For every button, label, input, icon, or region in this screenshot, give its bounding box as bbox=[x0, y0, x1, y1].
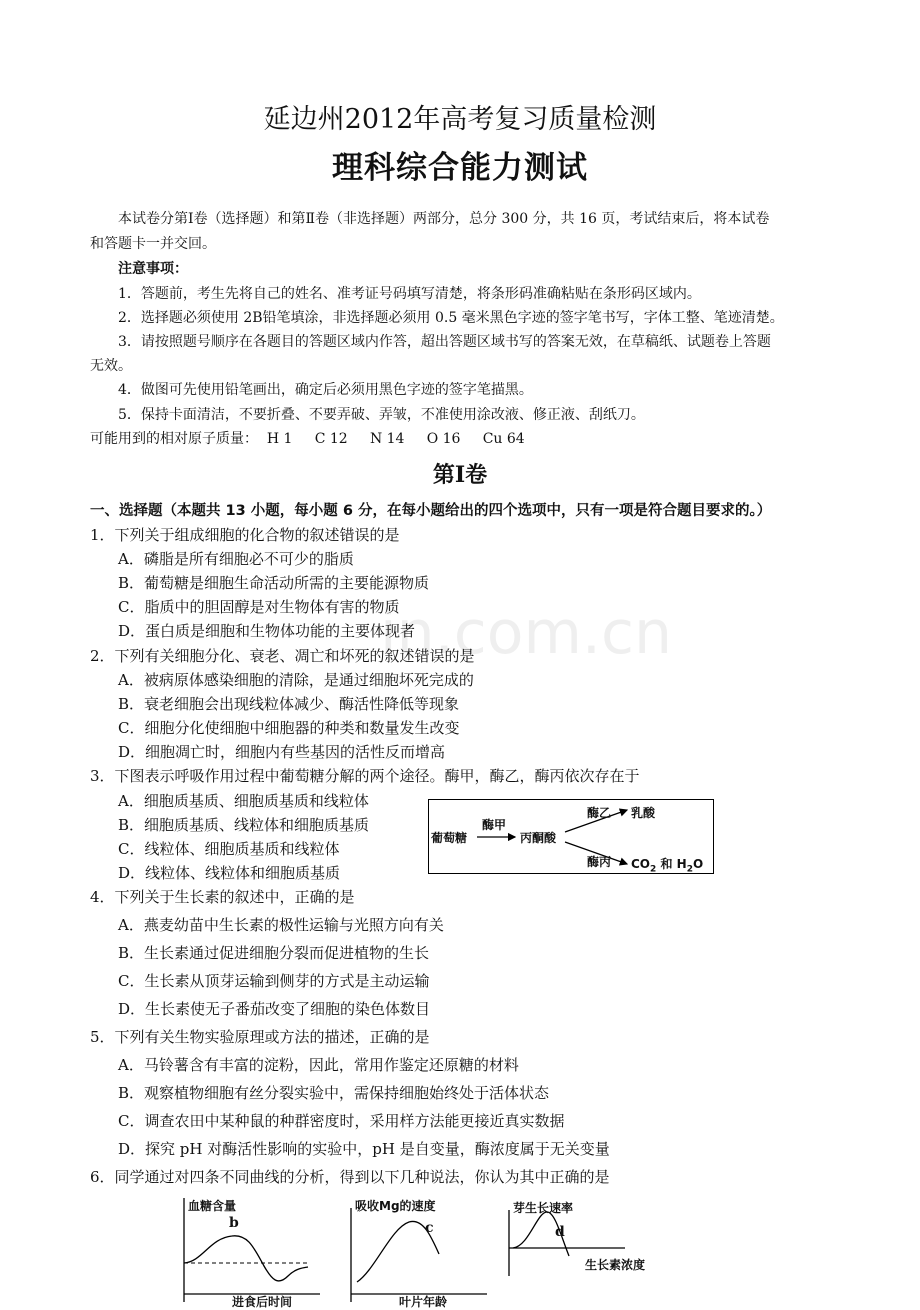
respiration-pathway-diagram bbox=[428, 799, 714, 874]
watermark: in.com.cn bbox=[380, 598, 673, 668]
note-4: 4．做图可先使用铅笔画出，确定后必须用黑色字迹的签字笔描黑。 bbox=[118, 382, 533, 398]
question-5: 5．下列有关生物实验原理或方法的描述，正确的是 bbox=[90, 1028, 430, 1046]
pyruvate-label: 丙酮酸 bbox=[520, 831, 557, 845]
q3-option-c: C．线粒体、细胞质基质和线粒体 bbox=[118, 840, 340, 858]
question-3: 3．下图表示呼吸作用过程中葡萄糖分解的两个途径。酶甲，酶乙，酶丙依次存在于 bbox=[90, 767, 640, 785]
graph-3-ylabel: 芽生长速率 bbox=[513, 1201, 574, 1215]
note-3-cont: 无效。 bbox=[90, 358, 132, 374]
note-1: 1．答题前，考生先将自己的姓名、准考证号码填写清楚，将条形码准确粘贴在条形码区域内。 bbox=[118, 286, 701, 302]
enzyme-b-label: 酶乙 bbox=[587, 806, 612, 820]
graph-3-point: d bbox=[555, 1224, 565, 1240]
volume-title: 第Ⅰ卷 bbox=[432, 462, 488, 488]
q5-option-d: D．探究 pH 对酶活性影响的实验中，pH 是自变量，酶浓度属于无关变量 bbox=[118, 1140, 610, 1158]
q5-option-c: C．调查农田中某种鼠的种群密度时，采用样方法能更接近真实数据 bbox=[118, 1112, 565, 1130]
atomic-mass: 可能用到的相对原子质量： H 1 C 12 N 14 O 16 Cu 64 bbox=[90, 431, 525, 447]
q4-option-c: C．生长素从顶芽运输到侧芽的方式是主动运输 bbox=[118, 972, 430, 990]
q1-option-d: D．蛋白质是细胞和生物体功能的主要体现者 bbox=[118, 622, 416, 640]
enzyme-a-label: 酶甲 bbox=[482, 818, 507, 832]
graph-mg-absorption bbox=[347, 1196, 487, 1309]
co2-water-label: $CO_2$ 和 $H_2O$ bbox=[631, 857, 704, 875]
note-2: 2．选择题必须使用 2B铅笔填涂，非选择题必须用 0.5 毫米黑色字迹的签字笔书写，字体工整、笔迹清楚。 bbox=[118, 310, 784, 326]
question-6: 6．同学通过对四条不同曲线的分析，得到以下几种说法，你认为其中正确的是 bbox=[90, 1168, 610, 1186]
exam-title: 延边州2012年高考复习质量检测 bbox=[263, 104, 657, 135]
q3-option-a: A．细胞质基质、细胞质基质和线粒体 bbox=[118, 792, 369, 810]
lactic-acid-label: 乳酸 bbox=[631, 806, 656, 820]
graph-2-xlabel: 叶片年龄 bbox=[399, 1295, 448, 1309]
graph-1-ylabel: 血糖含量 bbox=[188, 1199, 237, 1213]
glucose-label: 葡萄糖 bbox=[431, 831, 468, 845]
q1-option-b: B．葡萄糖是细胞生命活动所需的主要能源物质 bbox=[118, 574, 430, 592]
q4-option-b: B．生长素通过促进细胞分裂而促进植物的生长 bbox=[118, 944, 430, 962]
graph-3-xlabel: 生长素浓度 bbox=[585, 1258, 646, 1272]
question-2: 2．下列有关细胞分化、衰老、凋亡和坏死的叙述错误的是 bbox=[90, 647, 475, 665]
q3-option-d: D．线粒体、线粒体和细胞质基质 bbox=[118, 864, 341, 882]
graph-1-xlabel: 进食后时间 bbox=[232, 1295, 293, 1309]
graph-2-ylabel: 吸收Mg的速度 bbox=[355, 1199, 436, 1213]
intro-line-1: 本试卷分第Ⅰ卷（选择题）和第Ⅱ卷（非选择题）两部分，总分 300 分，共 16 页，考试结束后，将本试卷 bbox=[118, 211, 770, 227]
enzyme-c-label: 酶丙 bbox=[587, 855, 612, 869]
question-1: 1．下列关于组成细胞的化合物的叙述错误的是 bbox=[90, 526, 400, 544]
intro-line-2: 和答题卡一并交回。 bbox=[90, 236, 216, 252]
q3-option-b: B．细胞质基质、线粒体和细胞质基质 bbox=[118, 816, 370, 834]
q1-option-a: A．磷脂是所有细胞必不可少的脂质 bbox=[118, 550, 354, 568]
section-heading: 一、选择题（本题共 13 小题，每小题 6 分，在每小题给出的四个选项中，只有一项是符合题目要求的。） bbox=[90, 503, 772, 519]
graph-blood-sugar bbox=[180, 1196, 320, 1309]
q1-option-c: C．脂质中的胆固醇是对生物体有害的物质 bbox=[118, 598, 400, 616]
q2-option-a: A．被病原体感染细胞的清除，是通过细胞坏死完成的 bbox=[118, 671, 474, 689]
note-3: 3．请按照题号顺序在各题目的答题区域内作答，超出答题区域书写的答案无效，在草稿纸、试题卷上答题 bbox=[118, 334, 771, 350]
q4-option-a: A．燕麦幼苗中生长素的极性运输与光照方向有关 bbox=[118, 916, 444, 934]
graph-1-point: b bbox=[229, 1215, 239, 1231]
notice-title: 注意事项： bbox=[118, 261, 188, 277]
q4-option-d: D．生长素使无子番茄改变了细胞的染色体数目 bbox=[118, 1000, 431, 1018]
q2-option-b: B．衰老细胞会出现线粒体减少、酶活性降低等现象 bbox=[118, 695, 460, 713]
q2-option-d: D．细胞凋亡时，细胞内有些基因的活性反而增高 bbox=[118, 743, 446, 761]
graph-bud-growth bbox=[505, 1196, 675, 1302]
graph-2-point: c bbox=[425, 1220, 434, 1236]
q5-option-b: B．观察植物细胞有丝分裂实验中，需保持细胞始终处于活体状态 bbox=[118, 1084, 550, 1102]
note-5: 5．保持卡面清洁，不要折叠、不要弄破、弄皱，不准使用涂改液、修正液、刮纸刀。 bbox=[118, 407, 645, 423]
question-4: 4．下列关于生长素的叙述中，正确的是 bbox=[90, 888, 355, 906]
q2-option-c: C．细胞分化使细胞中细胞器的种类和数量发生改变 bbox=[118, 719, 460, 737]
exam-subtitle: 理科综合能力测试 bbox=[332, 150, 588, 186]
q5-option-a: A．马铃薯含有丰富的淀粉，因此，常用作鉴定还原糖的材料 bbox=[118, 1056, 519, 1074]
